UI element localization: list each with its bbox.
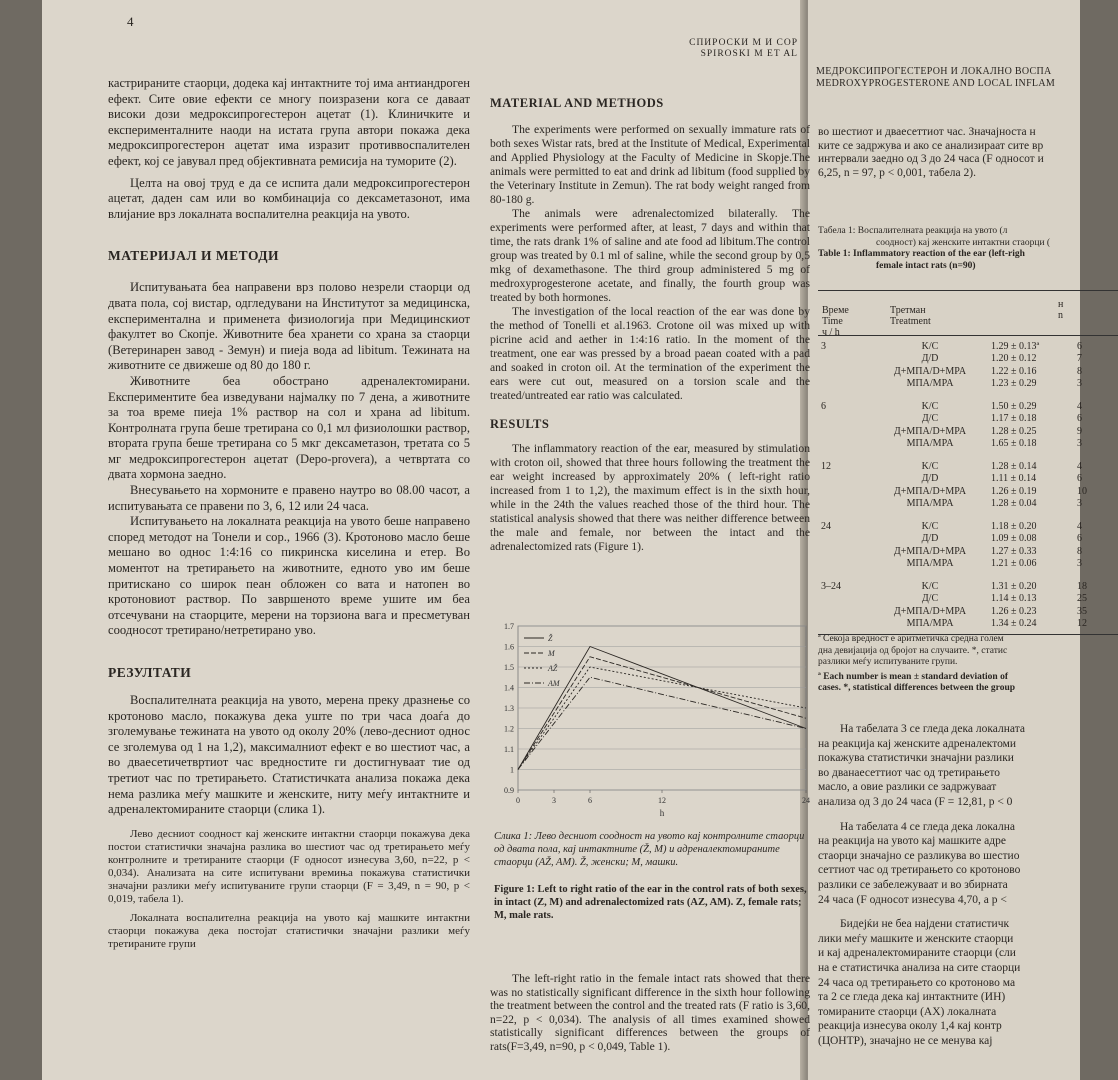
- cell-time: [818, 605, 872, 618]
- text-line: разлики се забележуваат и во збирната: [818, 878, 1008, 891]
- cell-time: 3–24: [821, 580, 841, 592]
- results-heading-en: RESULTS: [490, 417, 550, 431]
- cell-time: [818, 413, 872, 426]
- text-line: масло, а овие разлики се задржуваат: [818, 781, 997, 794]
- y-tick-label: 1.5: [504, 663, 514, 672]
- text-line: во дванаесеттиот час од третирањето: [818, 766, 1001, 779]
- cell-treatment: МПА/MPA: [906, 618, 954, 630]
- caption-en: Figure 1: Left to right ratio of the ear in the control rats of both sexes, in intact (Z, M) and adrenalectomized rats (AZ, AM). Z, female rats; M, male rats.: [494, 884, 807, 921]
- col-treatment-header: [890, 305, 931, 327]
- intro-paragraph: кастрираните стаорци, додека кај интактните тој има антиандроген ефект. Сите овие ефекти се многу поизразени кога се даваат високи дози медроксипрогестерон ацетат (1). Клиничките и експерименталните наоди на истата група автори покажа дека медроксипрогестерон ацетат има изразит противвоспалителен ефект, кој се јавувал пред објективната ремисија на туморите (2).: [108, 76, 470, 168]
- cell-time: [818, 558, 872, 576]
- methods-heading-mk: МАТЕРИЈАЛ И МЕТОДИ: [108, 248, 280, 264]
- results-paragraph: Воспалителната реакција на увото, мерена преку дразнење со кротоново масло, покажува дека уште по три часа доаѓа до зголемување тежината на увото од околу 20% (лево-десниот однос се зголемува од 1 на 1,2), максималниот ефект е во шестиот час, а во дваесетичетвртиот час вредностите ги достигнуваат тие од третиот час по третирањето. Статистичката анализа покажа дека нема разлика меѓу машките и женските, ниту меѓу интактните и адреналектомираните стаорци (слика 1).: [108, 693, 470, 817]
- cell-n: 6: [1077, 533, 1082, 545]
- table-row: [818, 438, 1100, 456]
- methods-paragraph: Испитувањата беа направени врз полово незрели стаорци од двата пола, сој вистар, одгледувани на Институтот за медицинска, експериментална и применета физиологија при Медицинскиот факултет во Скопје. Животните беа хранети со храна за стаорци (Ветеринарен завод - Земун) и пиеја вода ad libitum. Тежината на животните се движеше од 80 до 180 г.: [108, 280, 470, 373]
- cell-n: 18: [1077, 580, 1087, 592]
- table-row: [818, 365, 1100, 378]
- running-head-en: SPIROSKI M ET AL: [700, 49, 798, 59]
- cell-treatment: Д+МПА/D+MPA: [893, 605, 967, 617]
- table-row: [818, 353, 1100, 366]
- cell-value: 1.27 ± 0.33: [991, 545, 1037, 557]
- col-treatment-en: Treatment: [890, 316, 931, 327]
- cell-treatment: МПА/MPA: [906, 498, 954, 510]
- cell-treatment: K/C: [921, 580, 939, 592]
- cell-treatment: МПА/MPA: [906, 558, 954, 570]
- col-time-unit: ч / h: [822, 327, 840, 338]
- y-tick-label: 0.9: [504, 786, 514, 795]
- cell-treatment: Д/D: [921, 533, 939, 545]
- small-paragraph: Лево десниот соодност кај женските интактни стаорци покажува дека постои статистички значајна разлика во шестиот час од третирањето меѓу контролните и третираните стаорци (F односот изнесува 3,60, n=22, p < 0,034). Анализата на сите испитувани времиња покажува статистички значајни разлики меѓу испитуваните групи стаорци (F = 3,49, n = 90, p < 0,019, табела 1).: [108, 827, 470, 905]
- middle-column: [490, 96, 810, 554]
- table-1: [818, 290, 1118, 635]
- cell-n: 4: [1077, 520, 1082, 532]
- table-row: [818, 515, 1100, 533]
- cell-time: [818, 545, 872, 558]
- text-line: 6,25, n = 97, p < 0,001, табела 2).: [818, 166, 976, 179]
- table-title: [818, 226, 1118, 272]
- table-row: [818, 545, 1100, 558]
- cell-treatment: K/C: [921, 520, 939, 532]
- text-line: на реакција на увото кај машките адре: [818, 835, 1006, 848]
- col-n-en: n: [1058, 310, 1063, 321]
- right-paragraphs: [818, 722, 1118, 1048]
- y-tick-label: 1.2: [504, 724, 514, 734]
- methods-paragraph-en: The animals were adrenalectomized bilaterally. The experiments were performed after, at least, 7 days and within that time, the rats drank 1% of saline and ate food ad libitum.The control group was treated by 0.1 ml of saline, while the second group by 0,5 mkg of dexamethasone. The third group administered 5 mg of medroxyprogesterone acetate, and finally, the fourth group was treated by both hormones.: [490, 207, 810, 304]
- cell-value: 1.17 ± 0.18: [991, 413, 1037, 425]
- page-number: 4: [127, 14, 134, 29]
- table-row: [818, 473, 1100, 486]
- cell-value: 1.14 ± 0.13: [991, 593, 1037, 605]
- cell-n: 10: [1077, 485, 1087, 497]
- legend-label: AM: [548, 679, 560, 688]
- table-row: [818, 593, 1100, 606]
- table-row: [818, 575, 1100, 593]
- col-time-en: Time: [822, 316, 843, 327]
- x-tick-label: 12: [658, 796, 666, 805]
- x-tick-label: 24: [802, 796, 810, 805]
- cell-time: [818, 438, 872, 456]
- cell-value: 1.18 ± 0.20: [991, 520, 1037, 532]
- methods-paragraph: Внесувањето на хормоните е правено наутро во 08.00 часот, а испитувањата се правени по 3, 6, 12 или 24 часа.: [108, 483, 470, 513]
- col-time-header: [822, 305, 849, 338]
- table-row: [818, 378, 1100, 396]
- cell-n: 6: [1077, 473, 1082, 485]
- cell-value: 1.65 ± 0.18: [991, 438, 1037, 450]
- cell-time: [818, 425, 872, 438]
- footnote-mk: дна девијација од бројот на случаите. *, статис: [818, 645, 1008, 656]
- line-chart: [492, 618, 814, 823]
- y-tick-label: 1.1: [504, 745, 514, 754]
- text-line: На табелата 4 се гледа дека локална: [840, 820, 1016, 833]
- y-tick-label: 1.4: [504, 683, 514, 693]
- cell-n: 3: [1077, 378, 1082, 390]
- right-head-en: MEDROXYPROGESTERONE AND LOCAL INFLAM: [816, 78, 1056, 89]
- methods-paragraph: Испитувањето на локалната реакција на увото беше направено според методот на Тонели и сор., 1966 (3). Кротоново масло беше мешано во однос 1:4:16 со пикринска киселина и етер. Во моментот на третирањето на животните, едното уво им беше притискано со широк пеан обложен со вата и натопен во кротоновиот раствор. По завршеното време ушите им беа отсечувани на стаорците, мерени на торзиона вага и пресметуван соодносот третирано/нетретирано уво.: [108, 514, 470, 638]
- text-line: реакција изнесува околу 1,4 кај контр: [818, 1020, 1002, 1033]
- table-rule: [818, 335, 1118, 336]
- cell-time: [818, 365, 872, 378]
- cell-n: 4: [1077, 400, 1082, 412]
- running-head-mk: СПИРОСКИ М И СОР: [689, 38, 798, 48]
- footnote-mk: ª Секоја вредност е аритметичка средна голем: [818, 634, 1004, 644]
- cell-value: 1.28 ± 0.25: [991, 425, 1037, 437]
- cell-n: 6: [1077, 340, 1082, 352]
- col-treatment-mk: Третман: [890, 305, 926, 316]
- results-heading-mk: РЕЗУЛТАТИ: [108, 665, 192, 680]
- cell-time: [818, 498, 872, 516]
- text-line: 24 часа од третирањето со кротоново ма: [818, 976, 1016, 989]
- table-row: [818, 413, 1100, 426]
- cell-treatment: Д+МПА/D+MPA: [893, 425, 967, 437]
- cell-value: 1.28 ± 0.14: [991, 460, 1037, 472]
- cell-value: 1.26 ± 0.19: [991, 485, 1037, 497]
- table-title-mk: Табела 1: Воспалителната реакција на увото (л: [818, 226, 1008, 236]
- right-head-mk: МЕДРОКСИПРОГЕСТЕРОН И ЛОКАЛНО ВОСПА: [816, 66, 1052, 77]
- cell-n: 6: [1077, 413, 1082, 425]
- text-line: анализа од 3 до 24 часа (F = 12,81, p < 0: [818, 795, 1013, 808]
- legend-label: Ž: [548, 634, 553, 643]
- y-tick-label: 1.3: [504, 704, 514, 713]
- cell-value: 1.23 ± 0.29: [991, 378, 1037, 390]
- cell-value: 1.31 ± 0.20: [991, 580, 1037, 592]
- running-head: [640, 38, 798, 60]
- table-body: [818, 340, 1100, 630]
- cell-time: [818, 533, 872, 546]
- cell-value: 1.28 ± 0.04: [991, 498, 1037, 510]
- text-line: стаорци значајно се разликува во шестио: [818, 849, 1020, 862]
- table-title-mk: соодност) кај женските интактни стаорци (: [876, 237, 1051, 248]
- bottom-paragraph-en: [490, 972, 810, 1054]
- cell-n: 3: [1077, 498, 1082, 510]
- text-line: во шестиот и дваесеттиот час. Значајноста н: [818, 126, 1036, 138]
- table-row: [818, 533, 1100, 546]
- cell-n: 3: [1077, 558, 1082, 570]
- caption-mk: Слика 1: Лево десниот соодност на увото кај контролните стаорци од двата пола, кај интактните (Ž, M) и адреналектомираните стаорци (AŽ, AM). Ž, женски; M, машки.: [494, 831, 805, 868]
- cell-value: 1.11 ± 0.14: [991, 473, 1037, 485]
- table-row: [818, 605, 1100, 618]
- footnote-en: cases. *, statistical differences between the group: [818, 683, 1016, 693]
- cell-treatment: МПА/MPA: [906, 378, 954, 390]
- cell-value: 1.09 ± 0.08: [991, 533, 1037, 545]
- legend-label: M: [548, 649, 555, 658]
- cell-time: 3: [821, 340, 826, 352]
- cell-treatment: Д+МПА/D+MPA: [893, 485, 967, 497]
- results-paragraph-en: The inflammatory reaction of the ear, measured by stimulation with croton oil, showed that three hours following the treatment the ear weight increased by approximately 20% ( left-right ratio increased from 1 to 1,2), the maximum effect is in the sixth hour, while in the 24th the values reached those of the third hour. The statistical analysis showed that there was neither difference between the male and female, nor between the intact and the adrenalectomized rats (Figure 1).: [490, 442, 810, 553]
- text-line: 24 часа (F односот изнесува 4,70, a p <: [818, 893, 1007, 906]
- table-row: [818, 618, 1100, 631]
- cell-n: 7: [1077, 353, 1082, 365]
- cell-n: 25: [1077, 593, 1087, 605]
- col-n-header: [1058, 299, 1063, 321]
- cell-n: 9: [1077, 425, 1082, 437]
- aim-paragraph: Целта на овој труд е да се испита дали медроксипрогестерон ацетат, даден сам или во комбинација со дексаметазонот, има влијание врз локалната воспалителна реакција на увото.: [108, 175, 470, 221]
- cell-value: 1.34 ± 0.24: [991, 618, 1037, 630]
- text-line: сеттиот час од третирањето со кротоново: [818, 864, 1021, 877]
- text-line: Бидејќи не беа најдени статистичк: [840, 918, 1010, 931]
- table-header: [818, 291, 1118, 338]
- cell-treatment: МПА/MPA: [906, 438, 954, 450]
- cell-time: 24: [821, 520, 831, 532]
- methods-paragraph-en: The investigation of the local reaction of the ear was done by the method of Tonelli et al.1963. Crotone oil was mixed up with picrine acid and aether in 1:4:16 ratio. In the moment of the treatment, one ear was pressed by a broad paean coated with a pad and soaked in croton oil. At the termination of the experiment the ears were cut out, measured on a torsion scale and the treated/untreated ear ratio was calculated.: [490, 305, 810, 402]
- text-line: томираните стаорци (АХ) локалната: [818, 1005, 997, 1018]
- x-axis-label: h: [659, 808, 665, 818]
- figure-1: [492, 618, 814, 823]
- right-top-text: [818, 126, 1118, 180]
- cell-time: [818, 473, 872, 486]
- cell-treatment: K/C: [921, 340, 939, 352]
- table-title-en: Table 1: Inflammatory reaction of the ear (left-righ: [818, 249, 1025, 259]
- cell-value: 1.21 ± 0.06: [991, 558, 1037, 570]
- cell-time: [818, 353, 872, 366]
- cell-n: 4: [1077, 460, 1082, 472]
- text-line: на е статистичка анализа на сите стаорци: [818, 961, 1021, 974]
- methods-paragraph-en: The experiments were performed on sexually immature rats of both sexes Wistar rats, bred at the Institute of Medical, Experimental and Applied Physiology at the Faculty of Medicine in Skopje.The animals were permitted to eat and drink ad libitum (food supplied by the Veterinary Institute in Zemun). The rat body weight ranged from 80-180 g.: [490, 123, 810, 206]
- text-line: На табелата 3 се гледа дека локалната: [840, 723, 1025, 735]
- footnote-en: ª Each number is mean ± standard deviation of: [818, 671, 1008, 682]
- text-line: (ЦОНТР), значајно не се менува кај: [818, 1034, 993, 1047]
- methods-paragraph: Животните беа обострано адреналектомирани. Експериментите беа изведувани најмалку по 7 дена, а животните за тоа време пиеја 1% раствор на сол и храна ad libitum. Контролната група беше третирана со 0,1 мл физиолошки раствор, втората група беше третирана со 5 мкг дексаметазон, третата со 5 мг медроксипрогестерон ацетат (Depo-provera), а четвртата со двата хормона заедно.: [108, 373, 470, 482]
- cell-time: 12: [821, 460, 831, 472]
- legend-label: AŽ: [548, 664, 558, 673]
- cell-treatment: Д/С: [921, 593, 939, 605]
- table-row: [818, 558, 1100, 576]
- table-row: [818, 340, 1100, 353]
- x-tick-label: 0: [516, 796, 520, 805]
- cell-value: 1.20 ± 0.12: [991, 353, 1037, 365]
- text-line: интервали заедно од 3 до 24 часа (F односот и: [818, 153, 1044, 165]
- cell-n: 35: [1077, 605, 1087, 617]
- cell-treatment: Д/D: [921, 353, 939, 365]
- cell-treatment: Д+МПА/D+MPA: [893, 545, 967, 557]
- col-time-mk: Време: [822, 305, 849, 316]
- cell-value: 1.26 ± 0.23: [991, 605, 1037, 617]
- cell-n: 8: [1077, 365, 1082, 377]
- text-line: на реакција кај женските адреналектоми: [818, 737, 1017, 750]
- cell-time: 6: [821, 400, 826, 412]
- cell-time: [818, 485, 872, 498]
- cell-n: 8: [1077, 545, 1082, 557]
- text-line: и кај адреналектомираните стаорци (сли: [818, 947, 1016, 960]
- series-line: [518, 677, 806, 769]
- right-running-head: [816, 66, 1116, 90]
- x-tick-label: 6: [588, 796, 592, 805]
- results-paragraph-en: The left-right ratio in the female intact rats showed that there was no statistically significant difference in the sixth hour following the treatment between the control and the treated rats (F ratio is 3,60, n=22, p < 0,034). The analysis of all times examined showed statistically significant differences between the groups of rats(F=3,49, n=90, p < 0,049, Table 1).: [490, 972, 811, 1053]
- x-tick-label: 3: [552, 796, 556, 805]
- cell-n: 3: [1077, 438, 1082, 450]
- cell-value: 1.50 ± 0.29: [991, 400, 1037, 412]
- footnote-mk: разлики меѓу испитуваните групи.: [818, 657, 958, 667]
- cell-treatment: Д+МПА/D+MPA: [893, 365, 967, 377]
- table-footnote: [818, 634, 1118, 695]
- table-row: [818, 498, 1100, 516]
- cell-treatment: K/C: [921, 460, 939, 472]
- cell-time: [818, 618, 872, 631]
- text-line: та 2 се гледа дека кај интактните (ИН): [818, 991, 1006, 1004]
- cell-value: 1.29 ± 0.13ª: [991, 340, 1040, 352]
- table-row: [818, 425, 1100, 438]
- cell-n: 12: [1077, 618, 1087, 630]
- text-line: ките се задржува и ако се анализираат сите вр: [818, 139, 1044, 152]
- text-line: покажува статистички значајни разлики: [818, 752, 1014, 765]
- table-row: [818, 395, 1100, 413]
- y-tick-label: 1.6: [504, 642, 514, 652]
- cell-treatment: K/C: [921, 400, 939, 412]
- table-row: [818, 455, 1100, 473]
- small-paragraph: Локалната воспалителна реакција на увото кај машките интактни стаорци покажува дека постојат статистички значајни разлики меѓу третираните групи: [108, 911, 470, 950]
- left-column: [108, 76, 470, 951]
- y-tick-label: 1.7: [504, 622, 514, 631]
- table-title-en: female intact rats (n=90): [876, 260, 976, 271]
- cell-time: [818, 378, 872, 396]
- figure-caption: [494, 830, 814, 922]
- cell-treatment: Д/С: [921, 413, 939, 425]
- cell-value: 1.22 ± 0.16: [991, 365, 1037, 377]
- y-tick-label: 1: [510, 765, 514, 775]
- table-row: [818, 485, 1100, 498]
- cell-time: [818, 593, 872, 606]
- methods-heading-en: MATERIAL AND METHODS: [490, 96, 664, 110]
- text-line: лики меѓу машките и женските стаорци: [818, 932, 1014, 945]
- cell-treatment: Д/D: [921, 473, 939, 485]
- col-n-mk: н: [1058, 299, 1064, 310]
